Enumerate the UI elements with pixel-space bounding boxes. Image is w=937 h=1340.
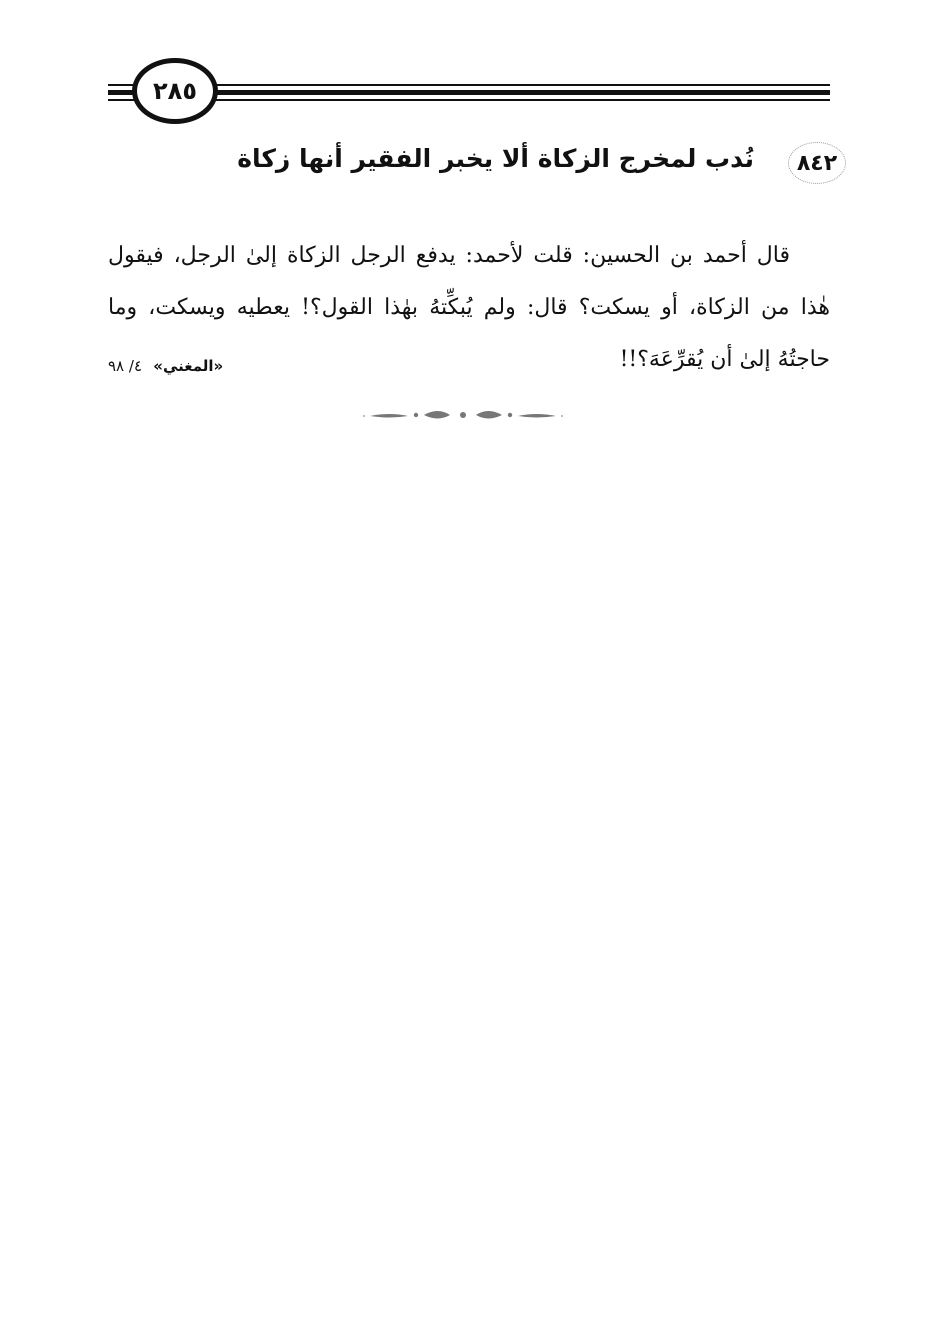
entry-title: نُدب لمخرج الزكاة ألا يخبر الفقير أنها زكاة [237, 144, 754, 173]
source-citation [108, 357, 223, 375]
entry-heading [200, 140, 850, 190]
page-number-badge [132, 58, 218, 124]
source-book: «المغني» [153, 357, 224, 375]
body-paragraph: قال أحمد بن الحسين: قلت لأحمد: يدفع الرجل الزكاة إلىٰ الرجل، فيقول هٰذا من الزكاة، أو يسكت؟ قال: ولم يُبكِّتهُ بهٰذا القول؟! يعطيه ويسكت، وما حاجتُهُ إلىٰ أن يُقرِّعَهَ؟!! [108, 243, 830, 372]
source-reference: ٤/ ٩٨ [108, 357, 143, 375]
entry-number-badge [788, 142, 846, 184]
entry-number: ٨٤٢ [796, 150, 838, 176]
page-number: ٢٨٥ [153, 77, 197, 105]
ornamental-divider-icon [360, 404, 566, 426]
